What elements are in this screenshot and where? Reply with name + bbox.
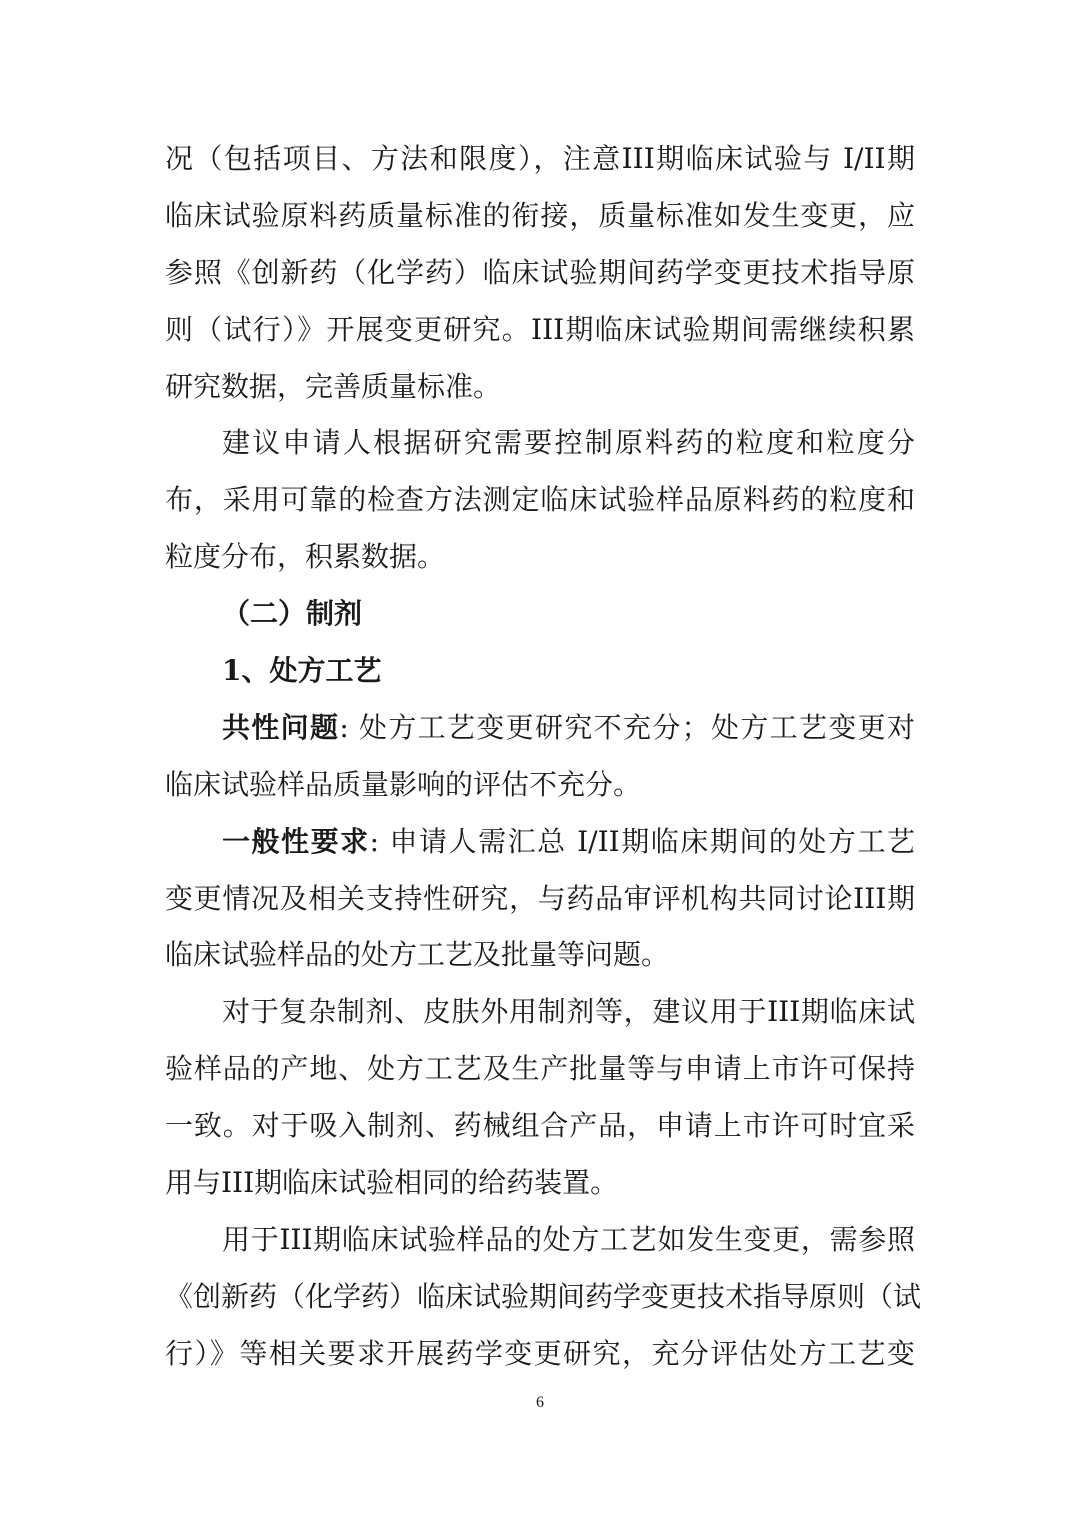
sub-heading: 1、处方工艺 [222, 654, 382, 688]
section-heading: （二）制剂 [222, 597, 363, 631]
text-line: 研究数据，完善质量标准。 [165, 369, 502, 403]
text-line: 粒度分布，积累数据。 [165, 540, 446, 574]
text-line: 建议申请人根据研究需要控制原料药的粒度和粒度分 [222, 426, 915, 460]
general-requirement-text: : 申请人需汇总 I/II期临床期间的处方工艺 [369, 824, 915, 858]
body-text [165, 131, 922, 1383]
text-line: 用于III期临床试验样品的处方工艺如发生变更，需参照 [222, 1222, 915, 1256]
text-line: 参照《创新药（化学药）临床试验期间药学变更技术指导原 [165, 255, 915, 289]
page-number: 6 [536, 1394, 544, 1411]
text-line: 临床试验样品质量影响的评估不充分。 [165, 767, 642, 801]
text-line: 用与III期临床试验相同的给药装置。 [165, 1166, 619, 1200]
text-line: 况（包括项目、方法和限度），注意III期临床试验与 I/II期 [165, 142, 915, 175]
common-issue-label: 共性问题 [222, 710, 340, 744]
text-line: 布，采用可靠的检查方法测定临床试验样品原料药的粒度和 [165, 483, 915, 517]
text-line: 临床试验样品的处方工艺及批量等问题。 [165, 938, 670, 972]
common-issue-line [165, 700, 915, 757]
text-line: 验样品的产地、处方工艺及生产批量等与申请上市许可保持 [165, 1052, 915, 1086]
text-line: 则（试行）》开展变更研究。III期临床试验期间需继续积累 [165, 312, 915, 346]
general-requirement-label: 一般性要求 [222, 824, 370, 858]
text-line: 变更情况及相关支持性研究，与药品审评机构共同讨论III期 [165, 881, 915, 915]
common-issue-text: : 处方工艺变更研究不充分；处方工艺变更对 [339, 710, 915, 744]
text-line: 临床试验原料药质量标准的衔接，质量标准如发生变更，应 [165, 198, 915, 232]
general-requirement-line [165, 814, 915, 871]
text-line: 一致。对于吸入制剂、药械组合产品，申请上市许可时宜采 [165, 1109, 915, 1143]
text-line: 对于复杂制剂、皮肤外用制剂等，建议用于III期临床试 [222, 995, 915, 1029]
text-line: 行）》等相关要求开展药学变更研究，充分评估处方工艺变 [165, 1336, 915, 1370]
text-line: 《创新药（化学药）临床试验期间药学变更技术指导原则（试 [165, 1279, 922, 1313]
